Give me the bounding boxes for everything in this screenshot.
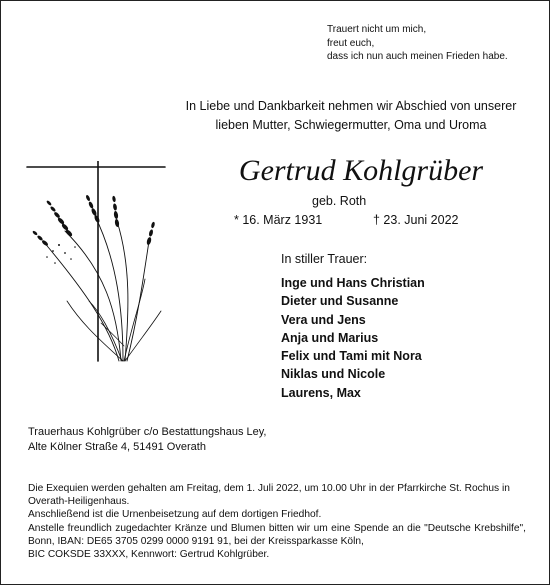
burial-text: Anschließend ist die Urnenbeisetzung auf dem dortigen Friedhof.	[28, 509, 322, 521]
quote-line: Trauert nicht um mich,	[327, 24, 427, 35]
list-item: Inge und Hans Christian	[281, 276, 425, 290]
address-line: Alte Kölner Straße 4, 51491 Overath	[28, 440, 206, 453]
exequies-text: Die Exequien werden gehalten am Freitag, dem 1. Juli 2022, um 10.00 Uhr in der Pfarrkirche St. Rochus in Overath-Heiligenhaus.	[28, 483, 510, 508]
list-item: Niklas und Nicole	[281, 367, 386, 382]
mourning-heading: In stiller Trauer:	[281, 252, 368, 266]
mourning-house-address	[28, 425, 266, 454]
farewell-text	[161, 97, 541, 135]
donation-text-end: BIC COKSDE 33XXX, Kennwort: Gertrud Kohlgrüber.	[28, 549, 270, 561]
donation-text: Anstelle freundlich zugedachter Kränze und Blumen bitten wir um eine Spende an die "Deutsche Krebshilfe", Bonn, IBAN: DE65 3705 0299 0000 9191 91, bei der Kreissparkasse Köln,	[28, 522, 526, 547]
birth-date: * 16. März 1931	[234, 213, 323, 227]
death-date: † 23. Juni 2022	[373, 213, 459, 227]
quote-line: freut euch,	[327, 37, 375, 49]
farewell-line: lieben Mutter, Schwiegermutter, Oma und Uroma	[215, 118, 487, 132]
list-item: Felix und Tami mit Nora	[281, 349, 422, 364]
quote-line: dass ich nun auch meinen Frieden habe.	[327, 51, 508, 62]
quote	[327, 23, 542, 64]
list-item: Vera und Jens	[281, 312, 366, 327]
address-line: Trauerhaus Kohlgrüber c/o Bestattungshaus Ley,	[28, 426, 267, 438]
deceased-name: Gertrud Kohlgrüber	[238, 154, 484, 187]
list-item: Laurens, Max	[281, 385, 361, 400]
mourners-list	[281, 274, 425, 402]
cross-with-wheat-icon	[25, 161, 171, 371]
maiden-name: geb. Roth	[312, 194, 367, 208]
service-details	[28, 482, 526, 561]
list-item: Anja und Marius	[281, 330, 379, 345]
list-item: Dieter und Susanne	[281, 294, 399, 309]
farewell-line: In Liebe und Dankbarkeit nehmen wir Abschied von unserer	[185, 99, 517, 113]
